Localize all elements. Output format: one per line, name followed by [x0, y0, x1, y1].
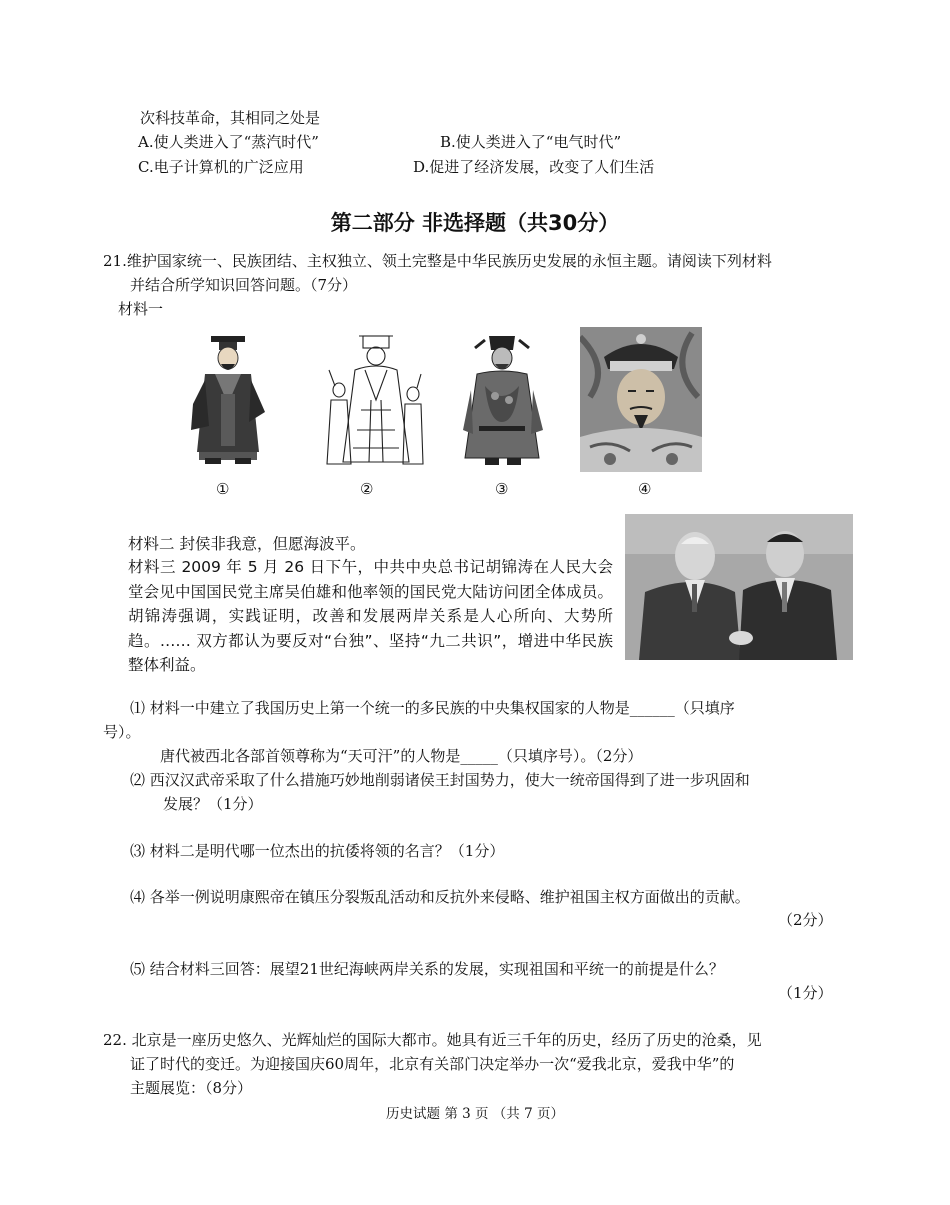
- figure-4-caption: ④: [638, 480, 652, 498]
- sub5-score: （1分）: [778, 984, 833, 1002]
- handshake-photo: [625, 514, 853, 660]
- q21-stem-line1: 21.维护国家统一、民族团结、主权独立、领土完整是中华民族历史发展的永恒主题。请阅读下列材料: [103, 252, 772, 270]
- figure-3-tang-emperor-portrait: [455, 330, 550, 468]
- q22-line2: 证了时代的变迁。为迎接国庆60周年，北京有关部门决定举办一次“爱我北京，爱我中华”的: [130, 1055, 735, 1073]
- figure-2-caption: ②: [360, 480, 374, 498]
- option-a: A.使人类进入了“蒸汽时代”: [138, 133, 319, 151]
- figure-3-caption: ③: [495, 480, 509, 498]
- figure-1-caption: ①: [216, 480, 230, 498]
- figure-1-emperor-portrait: [185, 334, 270, 466]
- q22-line1: 22. 北京是一座历史悠久、光辉灿烂的国际大都市。她具有近三千年的历史，经历了历史的沧桑，见: [103, 1031, 762, 1049]
- sub2-line2: 发展？（1分）: [163, 795, 263, 813]
- sub4-score: （2分）: [778, 911, 833, 929]
- q22-line3: 主题展览：（8分）: [130, 1079, 253, 1097]
- material2-label: 材料二: [128, 535, 175, 553]
- figure-4-qing-emperor-portrait: [580, 327, 702, 472]
- material3-text: 2009 年 5 月 26 日下午，中共中央总书记胡锦涛在人民大会堂会见中国国民党主席吴伯雄和他率领的国民党大陆访问团全体成员。胡锦涛强调，实践证明，改善和发展两岸关系是人心所向、大势所趋。…… 双方都认为要反对“台独”、坚持“九二共识”，增进中华民族整体利益。: [128, 558, 613, 674]
- figure-2-emperor-with-attendants: [325, 330, 425, 468]
- prev-question-continuation: 次科技革命，其相同之处是: [140, 109, 321, 127]
- sub2-line1: ⑵ 西汉汉武帝采取了什么措施巧妙地削弱诸侯王封国势力，使大一统帝国得到了进一步巩固和: [130, 771, 750, 789]
- page-footer: 历史试题 第 3 页 （共 7 页）: [386, 1106, 564, 1122]
- section-heading: 第二部分 非选择题（共30分）: [330, 211, 620, 235]
- sub1-line2: 号）。: [103, 723, 141, 741]
- option-d: D.促进了经济发展，改变了人们生活: [413, 158, 655, 176]
- sub1-line1: ⑴ 材料一中建立了我国历史上第一个统一的多民族的中央集权国家的人物是______（只填序: [130, 699, 735, 717]
- material2-text: 封侯非我意，但愿海波平。: [179, 535, 366, 553]
- material1-label: 材料一: [118, 300, 164, 318]
- option-c: C.电子计算机的广泛应用: [138, 158, 304, 176]
- material2: [128, 532, 365, 554]
- sub1-line3: 唐代被西北各部首领尊称为“天可汗”的人物是_____（只填序号）。（2分）: [160, 747, 643, 765]
- sub5-line1: ⑸ 结合材料三回答：展望21世纪海峡两岸关系的发展，实现祖国和平统一的前提是什么？: [130, 960, 724, 978]
- sub3: ⑶ 材料二是明代哪一位杰出的抗倭将领的名言？（1分）: [130, 842, 505, 860]
- material3-label: 材料三: [128, 558, 176, 576]
- material3: [128, 555, 613, 678]
- sub4-line1: ⑷ 各举一例说明康熙帝在镇压分裂叛乱活动和反抗外来侵略、维护祖国主权方面做出的贡献。: [130, 888, 750, 906]
- q21-stem-line2: 并结合所学知识回答问题。（7分）: [130, 276, 358, 294]
- option-b: B.使人类进入了“电气时代”: [440, 133, 622, 151]
